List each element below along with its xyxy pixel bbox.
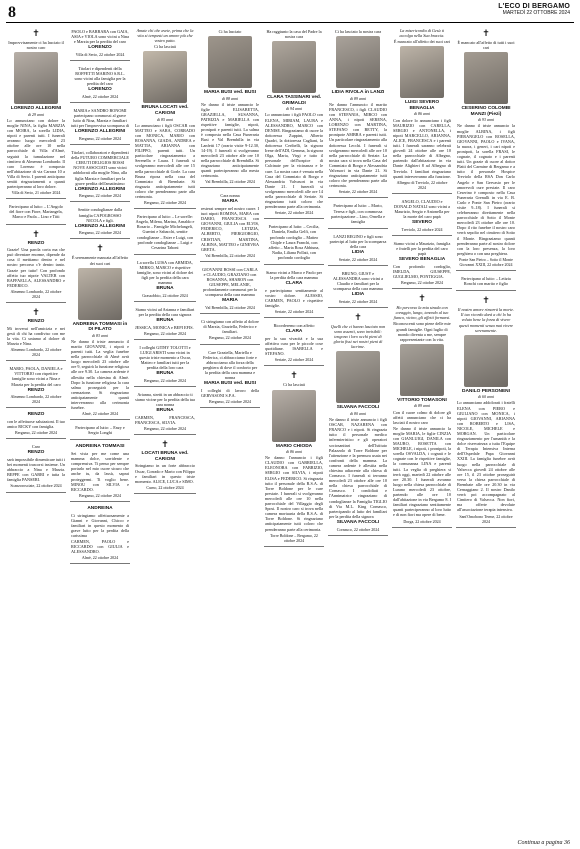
- cross-icon: ✝: [482, 295, 490, 306]
- intro-text: La sorella LUISA con ARMIDA, MIRKO, MARCO e rispettive famiglie, sono vicini al dolore dei figli per la perdita della cara mamma: [136, 259, 194, 286]
- obituary-columns: [6, 26, 574, 838]
- epigraph: Amate chi che avete, prima che la vita si tempesti un amore più che vostro patto.: [136, 28, 194, 44]
- obituary-notice: [134, 389, 196, 435]
- place-date: Villa di Serio, 22 ottobre 2024: [75, 51, 125, 57]
- place-date: Bergamo, 22 ottobre 2024: [144, 426, 186, 432]
- notice-body: Lo annunciano addolorati i fratelli ELENA con PIERO e GIULIANO con MONICA, i nipoti GIOVANNI, ARIANNA con ROBERTO e LISA, NICOLE, MICHELE e MORGAN. Un particolare ringraziamento per l'umanità e la dolce riservatezza a tutta l'Equipe di Terapia Intensiva Interna dell'Ospedale Papa Giovanni XXIII. La famiglia funebre avrà luogo nella parrocchiale di Valsecca giovedì 24 ottobre alle ore 15, il 23 ottobre proseguirà verso la chiesa parrocchiale di Brembate alle ore 20.30 in via Cernaggiano 2. Il nostro Danilo verrà poi accompagnato al Cimitero di Valsecca. Non fiori, ma offerte devolute all'associazione terapia intensiva.: [457, 400, 515, 513]
- portrait-photo: [272, 390, 316, 442]
- intro-text: I colleghi GITHY TOLOTTI e LUIGI ARISTI sono vicini in questo triste momento a Oscar, Matteo e familiari tutti per la perdita della loro cara: [139, 344, 191, 371]
- deceased-age: di 88 anni: [221, 95, 239, 101]
- issue-date: MARTEDÌ 22 OTTOBRE 2024: [502, 10, 570, 16]
- deceased-name: CLARA: [285, 329, 303, 335]
- place-date: Cornasco, 22 ottobre 2024: [336, 526, 380, 532]
- place-date: Bergamo, 22 ottobre 2024: [15, 430, 57, 436]
- place-date: Bergamo, 22 ottobre 2024: [144, 200, 186, 206]
- cross-icon: ✝: [482, 28, 490, 38]
- deceased-name: BRUNA: [156, 318, 174, 324]
- deceased-age: di 94 anni: [285, 106, 303, 112]
- intro-text: Ricorderemo con affetto: [273, 323, 315, 329]
- intro-text: Ci ha lasciato la nostra cara: [334, 29, 382, 34]
- place-date: Almenno Lombardo, 22 ottobre 2024: [10, 288, 62, 299]
- column-8: [456, 26, 516, 838]
- cross-icon: ✝: [32, 307, 40, 318]
- obituary-notice: [6, 363, 66, 408]
- place-date: Torre Boldone – Bergamo, 22 ottobre 2024: [270, 532, 318, 543]
- notice-body: Lo annunciano i figli OSCAR con MATTEO e SARA, CORRADO con MONICA, MARIO con ROSANNA, GIADA, ANDREA e MATTIA, ARIANNA con FILIPPO, parenti tutti. Un particolare ringraziamento a Serenella e Laura. I funerali si svolgeranno mercoledì alle ore 15 nella parrocchiale di Gorle. La cara Bruna riposa nella casa del Commiato di Brembate. Si ringrazia anticipatamente tutti coloro che prenderanno parte alla cerimonia.: [135, 122, 195, 199]
- obituary-notice: [134, 26, 196, 209]
- deceased-name: ANDREINA TOMMASI: [75, 444, 125, 450]
- obituary-notice: [200, 316, 260, 344]
- place-date: Seriate, 22 ottobre 2024: [338, 189, 378, 195]
- notice-body: Mi troverai nell'amicizia e nei gesti di chi ha condiviso con me la vita. Ci uniamo al dolore di Marzia e Nina.: [7, 325, 65, 346]
- deceased-name: LORENZO: [88, 87, 112, 93]
- deceased-age: di 89 anni: [349, 95, 367, 101]
- obituary-notice: [6, 26, 66, 199]
- deceased-name: RENZO: [27, 412, 45, 418]
- notice-body: Con il cuore colmo di dolore gli affetti annunciano che ci ha lasciati il nostro caro: [393, 409, 451, 425]
- place-date: Albegno di Treviolo, 22 ottobre 2024: [396, 179, 448, 190]
- place-date: Bergamo, 22 ottobre 2024: [79, 492, 121, 498]
- obituary-notice: [70, 241, 130, 420]
- notice-body: Ci stringiamo affettuosamente a Gianni e Giovanni, Chicco e familiari in questo momento di grave lutto per la perdita della carissima: [71, 512, 129, 538]
- epigraph: Ho percorso la mia strada con coraggio, lungo, tenendo al tuo fianco, vicino, gli affetti formarsi.: [393, 305, 451, 321]
- deceased-name: LOCATI BRUNA ved. CARIONI: [141, 451, 189, 462]
- obituary-notice: [70, 204, 130, 239]
- column-7: [392, 26, 452, 838]
- intro-text: Partecipano al lutto: – Mario, Teresa e figli, con commossa partecipazione – Lino, Ornella e famiglia: [330, 203, 386, 224]
- deceased-name: BRUNA LOCATI ved. CARIONI: [141, 105, 189, 116]
- deceased-name: RENZO: [27, 387, 45, 393]
- portrait-photo: [272, 41, 316, 93]
- intro-text: MARIO, PAOLA, DANIELA e VITTORIO con rispettive famiglie sono vicini a Nina e Marzia per la perdita del caro: [9, 366, 63, 387]
- obituary-notice: [6, 410, 66, 439]
- deceased-name: LORENZO: [88, 45, 112, 51]
- place-date: Bergamo, 22 ottobre 2024: [209, 398, 251, 404]
- intro-text: Cara nonna: [220, 193, 240, 199]
- obituary-notice: [200, 264, 260, 314]
- deceased-name: MARIA BUSI ved. BUSI: [203, 381, 257, 387]
- deceased-name: SEVERO: [412, 220, 432, 226]
- deceased-name: LIDIA: [351, 250, 365, 256]
- column-3: [134, 26, 196, 838]
- obituary-notice: [70, 504, 130, 564]
- place-date: Curno, 22 ottobre 2024: [146, 484, 184, 490]
- obituary-notice: [392, 238, 452, 289]
- intro-text: Sentite condoglianze dalla famiglia CAPOGROSSO NICOLA e figli.: [77, 207, 123, 223]
- portrait-photo: [208, 36, 252, 88]
- deceased-age: di 83 anni: [91, 332, 109, 338]
- place-date: Seriate, 22 ottobre 2024: [338, 298, 378, 304]
- intro-text: Ha raggiunto la casa del Padre la nostra cara: [266, 29, 322, 40]
- obituary-notice: [392, 291, 452, 527]
- obituary-notice: [6, 201, 66, 224]
- portrait-photo: [143, 51, 187, 103]
- deceased-name: ANDREINA TOMMASI in DI PILATO: [72, 321, 128, 333]
- intro-text: Siamo vicini a Maurizio, famiglia e fratelli per la perdita del caro papà: [393, 240, 451, 257]
- place-date: Almenno Lombardo, 22 ottobre 2024: [10, 347, 62, 358]
- signatories: JESSICA, MONICA e BEPI EFIS.: [135, 324, 194, 330]
- intro-text: Ci ha lasciato: [218, 29, 242, 34]
- place-date: Seriate, 22 ottobre 2024: [338, 256, 378, 262]
- deceased-name: LUIGI SEVERO BENAGLIA: [404, 100, 440, 111]
- obituary-notice: [134, 304, 196, 340]
- notice-body: Ne danno il triste annuncio il marito GIOVANNI, i nipoti e parenti tutti. La veglia funebre nella parrocchiale di Almè avrà luogo mercoledì 23 ottobre alle ore 9, seguirà la funzione religiosa alle ore 9.30. La camera ardente è allestita nella chiesina di Almè. Dopo la funzione religiosa la cara salma proseguirà per la cremazione. Si ringraziano anticipatamente quanti interverranno alla cerimonia funebre.: [71, 338, 129, 411]
- intro-text: Siamo vicini a Marco e Paolo per la perdita della cara mamma: [265, 270, 323, 281]
- intro-text: Partecipano al lutto: – Letizia Ronchi con marito e figlio: [461, 276, 511, 287]
- obituary-notice: [134, 211, 196, 255]
- intro-text: Caro: [31, 444, 41, 450]
- cross-icon: ✝: [96, 243, 104, 254]
- place-date: Bergamo, 22 ottobre 2024: [144, 330, 186, 336]
- place-date: Grassobbio, 22 ottobre 2024: [142, 292, 188, 298]
- deceased-age: di 86 anni: [285, 449, 303, 455]
- cross-icon: ✝: [161, 439, 169, 450]
- notice-body: per la sua vivacità e la sua affettiva cura per le piccole cose quotidiane. ISABELLA e STEFANO.: [265, 335, 323, 357]
- portrait-photo: [464, 335, 508, 387]
- place-date: Sant'Omobono Terme, 22 ottobre 2024: [459, 513, 513, 524]
- intro-text: LANZI REGINO e figli sono partecipi al lutto per la scomparsa della cara: [329, 233, 387, 250]
- place-date: Bergamo, 22 ottobre 2024: [209, 335, 251, 341]
- intro-text: MARIA e SANDRO BONOMI partecipano commossi al grave lutto di Nina, Marzia e familiari tutti per l'improvvisa scomparsa di: [71, 108, 129, 129]
- deceased-name: SILVANA FACCOLI: [336, 519, 380, 525]
- obituary-notice: [134, 437, 196, 494]
- obituary-notice: [456, 293, 516, 527]
- deceased-name: RENZO: [27, 319, 45, 325]
- obituary-notice: [70, 442, 130, 501]
- intro-text: Partecipano al lutto: – Le sorelle: Angela, Milena, Marina, Arnaldo e Rosario – Famiglie Michelangeli, Guerini e Sabacchi, sentite condoglianze – Ester e Luigi, con profonde condoglianze – Luigi e Cesarina Taboni: [135, 214, 195, 250]
- deceased-name: LORENZO ALLEGRINI: [74, 223, 126, 229]
- deceased-age: di 89 anni: [413, 403, 431, 409]
- intro-text: GIOVANNI BOSSI con CARLA e CLAUDIO, GRAZIANO con ROSANNA, SHARON con GIUSEPPE, MELANIE, profondamente commossi per la scomparsa della cara mamma: [202, 266, 258, 298]
- place-date: Val Brembilla, 22 ottobre 2024: [205, 179, 255, 185]
- obituary-notice: [392, 26, 452, 194]
- obituary-notice: [6, 305, 66, 361]
- place-date: Bergamo, 22 ottobre 2024: [79, 193, 121, 199]
- place-date: Ponte San Pietro – Sotto il Monte Giovanni XXIII, 22 ottobre 2024: [459, 256, 513, 267]
- deceased-name: VITTORIO TOMASONI: [397, 397, 447, 403]
- deceased-name: LORENZO ALLEGRINI: [74, 186, 126, 192]
- place-date: Bergamo, 22 ottobre 2024: [144, 378, 186, 383]
- obituary-notice: [328, 200, 388, 228]
- deceased-name: SILVANA FACCOLI: [336, 405, 380, 411]
- deceased-age: di 29 anni: [27, 111, 45, 117]
- cross-icon: ✝: [290, 370, 298, 381]
- portrait-photo: [400, 46, 444, 98]
- intro-text: BRUNO, GIUSY e ALESSANDRA sono vicini a Claudio e familiari per la scomparsa della cara mamma: [333, 270, 383, 292]
- intro-text: ANGELO, CLAUDIO e DONALD NATALI sono vicini a Maurizio, Sergio e Antonella per la morte del caro papà: [394, 198, 450, 220]
- newspaper-title: L'ECO DI BERGAMO: [498, 3, 570, 10]
- deceased-name: MARIA: [222, 298, 238, 304]
- intro-text: PAOLO e BARBARA con GAIA, ASIA e VIOLA sono vicini a Nina e Marzia per la perdita del caro: [71, 29, 129, 45]
- epigraph: Quelli che ci hanno lasciato non sono assenti, sono invisibili: tengono i loro occhi pieni di gloria fissi nei nostri pieni di lacrime.: [330, 323, 386, 350]
- intro-text: Partecipano al lutto: – Enzy e Sergio Longhi: [75, 425, 125, 436]
- deceased-age: di 86 anni: [413, 111, 431, 117]
- notice-body: Ne danno l'annuncio il marito FRANCESCO, i figli CLAUDIO con STEFANIA, MIRCO con ANNA, i nipoti SERENA, LORENZO con MARTINA, STEFANO con BETTY, la pronipote AMBRA e parenti tutti. Un particolare ringraziamento alla dottoressa Lecchi. I funerali si svolgeranno mercoledì alle ore 10 nella parrocchiale di Seriate. La nostra cara si trova nella Casa del Commiato di Borgo e Alessandria Valvasori in via Dante 21. Si ringraziano anticipatamente tutti coloro che prenderanno parte alla cerimonia.: [329, 101, 387, 189]
- deceased-age: di 85 anni: [156, 116, 174, 122]
- intro-text: Improvvisamente ci ha lasciato il nostro caro: [8, 40, 64, 51]
- deceased-name: CESERINO COLOMBI MANZI (Piezi): [461, 106, 511, 117]
- obituary-notice: [328, 268, 388, 308]
- obituary-notice: [456, 26, 516, 271]
- obituary-notice: [70, 63, 130, 103]
- place-date: Val Brembilla, 22 ottobre 2024: [205, 252, 255, 258]
- place-date: Almenno Lombardo, 22 ottobre 2024: [10, 394, 62, 405]
- portrait-photo: [464, 52, 508, 104]
- portrait-photo: [400, 344, 444, 396]
- place-date: Bergamo, 22 ottobre 2024: [79, 230, 121, 236]
- deceased-name: MARIO CHIODA: [275, 443, 313, 449]
- intro-text: Care Graziella, Mariella e Federica, ci abbracciamo forte e abbracciamo alla forza della preghiera di dove il conforto per la perdita della cara mamma e nonna: [202, 349, 258, 380]
- place-date: Bergamo, 22 ottobre 2024: [79, 136, 121, 141]
- obituary-notice: [134, 257, 196, 302]
- deceased-name: LIDIA RIVOLA in LANZI: [331, 90, 385, 96]
- column-5: [264, 26, 324, 838]
- notice-body: Ne danno il triste annuncio la moglie MARIA, le figlie CINZIA con GIANLUIGI, DANILA con MAURO, ROSETTA con MICHELE, i nipoti, i pronipoti, la sorella OSVALDA, i cognati e le cognate con le rispettive famiglie, la comunanza LINA e parenti tutti. La veglia di preghiera si terrà oggi, martedì 22 ottobre alle ore 20.30. I funerali avranno luogo nella chiesa parrocchiale di Lurano mercoledì 23 ottobre, partendo alle ore 10 dall'abitazione in via Bergamo 8. I familiari ringraziano sentitamente quanti parteciperanno al loro lutto e di non fiori ma opere di bene.: [393, 425, 451, 518]
- obituary-notice: [392, 196, 452, 236]
- deceased-age: di 93 anni: [477, 117, 495, 123]
- cross-icon: ✝: [418, 293, 426, 304]
- notice-body: Grazie! Una parola corta ma che può diventare enorme, dipende da cosa il mettiamo dentro e nel nostro percorso c'è dentro tanto. Grazie per tutto! Con profondo affetto tuo nipote VALTER con RAFFAELLA, ALESSANDRO e FEDERICO.: [7, 247, 65, 288]
- notice-body: con le affettuose salutazioni. Il tuo amico RICKY con famiglia.: [7, 419, 65, 430]
- obituary-notice: [264, 267, 324, 318]
- deceased-name: BRUNA: [156, 286, 174, 292]
- deceased-name: CLARA TASSINARI ved. GRIMALDI: [266, 95, 322, 106]
- masthead: [498, 3, 570, 16]
- deceased-name: LORENZO ALLEGRINI: [74, 129, 126, 135]
- portrait-photo: [78, 268, 122, 320]
- obituary-notice: [328, 26, 388, 198]
- intro-text: Titolari, collaboratori e dipendenti della FUTURO COMMERCIALE CERUTI DELIGIOS ROSSI NOVE ASSOCIATI sono vicini addolorati alla moglie Nina, alla figlia Marzia e familiari per la grave perdita dell'amatissimo: [71, 150, 129, 186]
- obituary-notice: [200, 26, 260, 188]
- signatories: CARMEN, PAOLO e RICCARDO con GIULIA e ALESSANDRO.: [71, 538, 129, 555]
- notice-body: Stringiamo in un forte abbraccio Oscar, Corrado e Mario con Filippo e familiari in questo triste momento. ALICE, LUCA e SIMO.: [135, 463, 195, 484]
- obituary-notice: [6, 227, 66, 304]
- place-date: Almè, 22 ottobre 2024: [81, 93, 119, 99]
- intro-text: Ci ha lasciati: [154, 44, 176, 50]
- place-date: Seriate, 22 ottobre 2024: [274, 210, 314, 216]
- obituary-notice: [70, 105, 130, 145]
- deceased-name: LIDIA: [351, 292, 365, 298]
- cross-icon: ✝: [32, 28, 40, 38]
- obituary-notice: [6, 441, 66, 492]
- intro-text: Ci stringiamo con affetto al dolore di Marzia, Graziella, Federico e familiari.: [201, 319, 259, 335]
- deceased-name: ANDREINA: [87, 505, 113, 511]
- cross-icon: ✝: [354, 311, 362, 322]
- portrait-photo: [14, 52, 58, 104]
- deceased-name: DANILO PERSONENI: [462, 388, 510, 394]
- intro-text: È mancato all'affetto di tutti i suoi cari: [457, 40, 515, 51]
- intro-text: Ci ha lasciati: [283, 382, 305, 388]
- obituary-notice: [70, 26, 130, 61]
- deceased-name: RENZO: [27, 450, 45, 456]
- notice-body: resterai sempre nel nostro cuore. I tuoi nipoti ROMINA, MARA con DARIO, FRANCESCA con GIOVANNI, GIULIA con ELVIS, FEDERICO, LETIZIA, ALBERTO, PIERGIORGIO, CRISTIAN, MARTINA, ALBINA, MATTEO e GINEVRA GRETA.: [201, 205, 259, 252]
- place-date: Villa di Serio, 21 ottobre 2024: [11, 190, 61, 196]
- obituary-notice: [264, 368, 324, 546]
- notice-body: Con dolore lo annunciano i figli MAURIZIO con CARELLA, SERGIO e ANTONELLA, i nipoti MARCELLO, ARIANNA, ALICE, FRANCESCA e i parenti tutti. I funerali saranno celebrati giovedì 24 ottobre alle ore 10 nella parrocchiale di Albegno, partendo dall'abitazione in via Dante Alighieri 8 ad Albegno di Treviolo. I familiari ringraziano quanti interverranno alla funzione.: [393, 117, 451, 179]
- place-date: Val Brembilla, 22 ottobre 2024: [205, 305, 255, 311]
- deceased-name: RENZO: [27, 240, 45, 246]
- continued-note: Continua a pagina 36: [517, 840, 570, 846]
- place-date: Dorga, 22 ottobre 2024: [403, 518, 441, 524]
- column-4: [200, 26, 260, 838]
- notice-body: Con profondo cordoglio, IMELDA, GIUSEPPE, GUGLIELMO, PONTIGGIA.: [393, 263, 451, 279]
- epigraph: Il nostro amore rimarrà la morte. Il tuo ricordo darà a chi lo ha voluto bene la forza di vivere questi momenti senza mai vivere serenamente.: [457, 307, 515, 333]
- place-date: Seriate, 22 ottobre 2024: [274, 357, 314, 363]
- obituary-notice: [134, 342, 196, 387]
- notice-body: Sei vista per me come una mamma dolce, sorridente e comprensiva. Ti penso per sempre portarlo nel mio cuore sicuro che anche tu, da lassù, saprai proteggermi. Ti voglio bene. MINOU con SILVIA e RICCARDO.: [71, 451, 129, 492]
- deceased-age: di 80 anni: [349, 410, 367, 416]
- intro-text: Partecipano al lutto: – L'Angolo del fiore con Fiore, Mariangela, Marco e Paola – Lino e Titti: [9, 204, 63, 220]
- deceased-name: BRUNA: [156, 408, 174, 414]
- epigraph: La misericordia di Gesù ti accolga nella Sua braccia.: [399, 28, 445, 39]
- place-date: Bergamo, 22 ottobre 2024: [401, 280, 443, 286]
- column-2: [70, 26, 130, 838]
- intro-text: Partecipano al lutto: – Cecilia, Daniela, Emilia Gelfi, con profondo cordoglio – Matteo Chiple e Laura Franchi, con affetto – Maria Rosa Abbiuna, Nadia, Liliana Pollati, con profondo cordoglio: [268, 224, 320, 260]
- page-number: 8: [8, 4, 16, 21]
- portrait-photo: [336, 351, 380, 403]
- intro-text: È mancato all'affetto dei suoi cari: [393, 39, 451, 45]
- obituary-notice: [200, 347, 260, 408]
- deceased-name: SEVERO BENAGLIA: [398, 257, 446, 263]
- column-6: [328, 26, 388, 838]
- obituary-notice: [264, 320, 324, 366]
- header-rule: [6, 22, 574, 23]
- notice-body: Lo annunciano i figli PAOLO con ELENA, MIRIAM, LAURA e ALESSANDRO, MARCO con DENISE. Ringraziamo di cuore la dottoressa Zuppini, Alberto Quadri, la dottoressa Cagliani, la dottoressa Ceribelli, la signora Irene dell'ADI, Gemma, la signora Olga, Maria, Virgi e tutto il personale dell'hospice di Calcinate per la vicinanza e le cure. La nostra cara è venuta nella Casa del Commiato di Borgo e Alessandria Valvasori in via Dante 21. I funerali si svolgeranno mercoledì alle ore 14 nella parrocchiale di Seriate. Si ringraziano tutti coloro che prenderanno parte alla cerimonia.: [265, 112, 323, 210]
- cross-icon: ✝: [32, 228, 40, 239]
- obituary-notice: [200, 190, 260, 262]
- notice-body: Ne danno l'annuncio i figli CLAUDIO con GABRIELLA, ELEONORA con FABRIZIO, SERGIO con SILVIA, i nipoti ELISA e FEDERICO. Si ringrazia tutto il personale della R.S.A. di Torre Boldone per le cure prestate. I funerali si svolgeranno mercoledì alle ore 10 nella parrocchiale del Villaggio degli Sposi. Il nostro caro si trova nella camera mortuaria della R.S.A. di Torre Boldone. Si ringraziano anticipatamente tutti coloro che prenderanno parte alla cerimonia.: [265, 455, 323, 532]
- obituary-notice: [264, 26, 324, 219]
- deceased-name: MARIA: [222, 199, 238, 205]
- intro-text: Arianna, stretti in un abbraccio ti siamo vicine per la perdita della tua cara nonna: [135, 392, 195, 408]
- obituary-notice: [70, 422, 130, 440]
- place-date: Almè, 22 ottobre 2024: [81, 411, 119, 417]
- intro-text: Siamo vicini ad Arianna e familiari per la perdita della cara signora: [135, 306, 195, 318]
- notice-body: Ne danno il triste annuncio le figlie ELISABETTA, GRAZIELLA, SUSANNA, PATRIZIA e MARIELLA con rispettive famiglie, nipoti, pronipoti e parenti tutti. La salma è composta nella Casa Funeraria Busi e Val Brembilla in via Lanfetti 17 (orario visite 9-12.30, 14-19). I funerali si svolgeranno mercoledì 23 ottobre alle ore 10 nella parrocchiale di Brembilla. Si ringraziano anticipatamente quanti parteciperanno alla mesta cerimonia.: [201, 101, 259, 179]
- notice-body: Ne danno il triste annuncio la moglie ALBINA, i figli PIERANGELO con ROSELLA, GIOVANNI, PAOLO e IVANA, la nuora, i generi, i cari nipoti e pronipoti, la sorella FRASI, le cognate, il cognato e i parenti tutti. Un grazie di cuore al dottor Platti del Carmine di Bergamo e a tutto il personale Hospice Treviolo della RSA Don Carlo Angelo e San Gervasio per le amorevoli cure prestate. Il caro Ceserino è composto nella Casa Funeraria Grenulli in via E. B. Carlo e Ponte San Pietro (orario visite 9–18). I funerali si celebreranno direttamente nella parrocchiale di Sotto il Monte mercoledì 23 ottobre alle ore 10. Dopo il rito funebre il nostro caro verrà sepolto nel cimitero di Sotto il Monte. Ringraziamo quanti prenderanno parte al nostro dolore con la loro presenza, la loro preghiera o con una preghiera.: [457, 123, 515, 256]
- deceased-name: BRUNA: [156, 371, 174, 377]
- place-date: Scanzorosciate, 22 ottobre 2024: [10, 483, 62, 489]
- notice-body: Ne danno il triste annuncio i figli OSCAR, NAZARENA con FRANCO e i nipoti. Si ringrazia tutto il personale medico infermieristico e gli operatori sociosanitari dell'Istituto Palazzolo di Torre Boldone per l'attenzione e la premura usata nei confronti della mamma. La camera ardente è allestita nella chiesina adiacente alla chiesa di Cornasco. I funerali si terranno mercoledì 23 ottobre alle ore 10 nella chiesa parrocchiale di Cornasco. I condoliati e l'Annimatrice ringraziano di condoglianze la Famiglia TIGLIO di Via M.L. King Cornasco, partecipando al lutto dei familiari per la perdita della signora: [329, 417, 387, 519]
- notice-body: sarà impossibile dimenticare tutti i bei momenti trascorsi insieme. Un abbraccio a Nina e Marzia. BEPPE con GABRI e tutta la famiglia PANSERI.: [7, 456, 65, 483]
- intro-text: Titolari e dipendenti della ROFFETTI MARINO S.R.L. sono vicini alla famiglia per la perdita del caro: [74, 65, 126, 87]
- notice-body: e partecipiamo sentitamente al vostro dolore. ALESSIO, CARMEN, PAOLO e rispettive famiglie.: [265, 287, 323, 309]
- place-date: Almè, 22 ottobre 2024: [81, 555, 119, 561]
- notice-body: Lo annunciano con dolore la moglie NINA, la figlia MARZIA con MOIRA, la sorella LIDIA, nipoti e parenti tutti. I funerali avranno luogo mercoledì 23 ottobre alle ore 10 nella parrocchiale di Villa d'Almè, seguirà la tumulazione nel cimitero di Almenno Lombardo. Il caro Lorenzo è composto nell'abitazione di via Carrara 10 a Villa di Serio. I parenti anticipano sentiti ringraziamenti a quanti parteciperanno al loro dolore.: [7, 117, 65, 190]
- obituary-notice: [456, 273, 516, 291]
- deceased-name: CLARA: [285, 281, 303, 287]
- deceased-age: di 60 anni: [477, 394, 495, 400]
- page-header: [0, 0, 580, 22]
- place-date: Treviolo, 22 ottobre 2024: [401, 226, 443, 232]
- notice-body: I colleghi di lavoro della GERVASONI S.P.A.: [201, 387, 259, 398]
- column-1: [6, 26, 66, 838]
- place-date: Seriate, 22 ottobre 2024: [274, 309, 314, 315]
- portrait-photo: [336, 36, 380, 88]
- obituary-notice: [328, 310, 388, 536]
- deceased-name: LORENZO ALLEGRINI: [10, 106, 62, 112]
- intro-text: Riconoscenti sono piene delle mie grandi famiglie. Ogni luglio di mondo diventa a me, sempre rappresentante con la vita.: [393, 321, 451, 342]
- intro-text: È serenamente mancata all'affetto dei suoi cari: [71, 255, 129, 266]
- deceased-name: MARIA BUSI ved. BUSI: [203, 90, 257, 96]
- obituary-notice: [328, 231, 388, 266]
- obituary-notice: [70, 147, 130, 202]
- signatories: CARMEN, FRANCESCA, FRANCESCA, SILVIA.: [135, 414, 195, 426]
- obituary-notice: [264, 221, 324, 265]
